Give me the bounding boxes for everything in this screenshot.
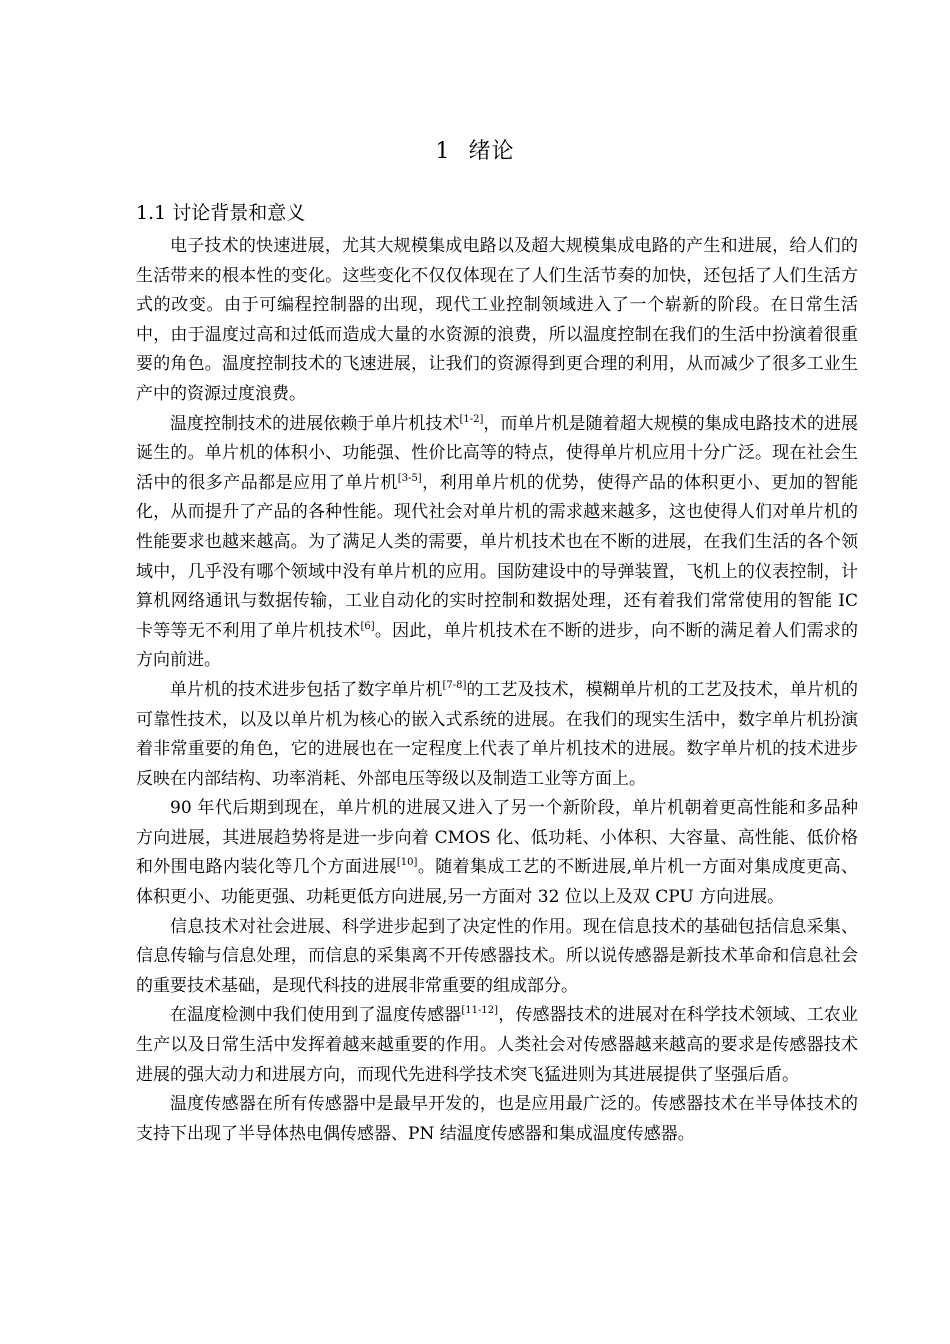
paragraph-text: 电子技术的快速进展，尤其大规模集成电路以及超大规模集成电路的产生和进展，给人们的生活带来的根本性的变化。这些变化不仅仅体现在了人们生活节奏的加快，还包括了人们生活方式的改变。由于可编程控制器的出现，现代工业控制领域进入了一个崭新的阶段。在日常生活中，由于温度过高和过低而造成大量的水资源的浪费，所以温度控制在我们的生活中扮演着很重要的角色。温度控制技术的飞速进展，让我们的资源得到更合理的利用，从而减少了很多工业生产中的资源过度浪费。: [136, 236, 858, 404]
paragraph-text: 。因此，单片机技术在不断的进步，向不断的满足着人们需求的方向前进。: [136, 620, 859, 671]
paragraph-text: 温度控制技术的进展依赖于单片机技术: [170, 413, 460, 434]
paragraph: [136, 232, 858, 410]
paragraph: [136, 794, 858, 912]
paragraph: [136, 676, 858, 794]
paragraph: [136, 410, 858, 676]
paragraph-text: ，利用单片机的优势，使得产品的体积更小、更加的智能化，从而提升了产品的各种性能。现代社会对单片机的需求越来越多，这也使得人们对单片机的性能要求也越来越高。为了满足人类的需要，单片机技术也在不断的进展，在我们生活的各个领域中，几乎没有哪个领域中没有单片机的应用。国防建设中的导弹装置，飞机上的仪表控制，计算机网络通讯与数据传输，工业自动化的实时控制和数据处理，还有着我们常常使用的智能 IC 卡等等无不利用了单片机技术: [136, 472, 859, 641]
citation-ref: [1-2]: [459, 413, 484, 425]
paragraph-text: 。随着集成工艺的不断进展,单片机一方面对集成度更高、体积更小、功能更强、功耗更低方向进展,另一方面对 32 位以上及双 CPU 方向进展。: [136, 857, 859, 908]
chapter-number: 1: [435, 139, 451, 164]
citation-ref: [10]: [396, 857, 418, 869]
paragraph: [136, 1090, 858, 1149]
paragraph-text: 信息技术对社会进展、科学进步起到了决定性的作用。现在信息技术的基础包括信息采集、信息传输与信息处理，而信息的采集离不开传感器技术。所以说传感器是新技术革命和信息社会的重要技术基础，是现代科技的进展非常重要的组成部分。: [136, 916, 858, 996]
paragraph-text: 在温度检测中我们使用到了温度传感器: [170, 1005, 462, 1026]
paragraph-text: ，传感器技术的进展对在科学技术领域、工农业生产以及日常生活中发挥着越来越重要的作用。人类社会对传感器越来越高的要求是传感器技术进展的强大动力和进展方向，而现代先进科学技术突飞猛进则为其进展提供了坚强后盾。: [136, 1005, 859, 1085]
body-text: [136, 232, 858, 1149]
citation-ref: [11-12]: [461, 1005, 499, 1017]
paragraph: [136, 1001, 858, 1090]
paragraph: [136, 913, 858, 1002]
chapter-title: [0, 136, 950, 168]
chapter-title-text: 绪论: [468, 139, 515, 164]
citation-ref: [7-8]: [442, 679, 467, 691]
paragraph-text: 单片机的技术进步包括了数字单片机: [170, 679, 443, 700]
paragraph-text: 90 年代后期到现在，单片机的进展又进入了另一个新阶段，单片机朝着更高性能和多品种方向进展，其进展趋势将是进一步向着 CMOS 化、低功耗、小体积、大容量、高性能、低价格和外围电路内装化等几个方面进展: [136, 798, 858, 878]
paragraph-text: ，而单片机是随着超大规模的集成电路技术的进展诞生的。单片机的体积小、功能强、性价比高等的特点，使得单片机应用十分广泛。现在社会生活中的很多产品都是应用了单片机: [136, 413, 859, 493]
paragraph-text: 温度传感器在所有传感器中是最早开发的，也是应用最广泛的。传感器技术在半导体技术的支持下出现了半导体热电偶传感器、PN 结温度传感器和集成温度传感器。: [136, 1094, 858, 1144]
paragraph-text: 的工艺及技术，模糊单片机的工艺及技术，单片机的可靠性技术，以及以单片机为核心的嵌入式系统的进展。在我们的现实生活中，数字单片机扮演着非常重要的角色，它的进展也在一定程度上代表了单片机技术的进展。数字单片机的技术进步反映在内部结构、功率消耗、外部电压等级以及制造工业等方面上。: [136, 679, 859, 789]
citation-ref: [3-5]: [397, 472, 422, 484]
section-title: 1.1 讨论背景和意义: [136, 202, 306, 224]
citation-ref: [6]: [360, 620, 375, 632]
